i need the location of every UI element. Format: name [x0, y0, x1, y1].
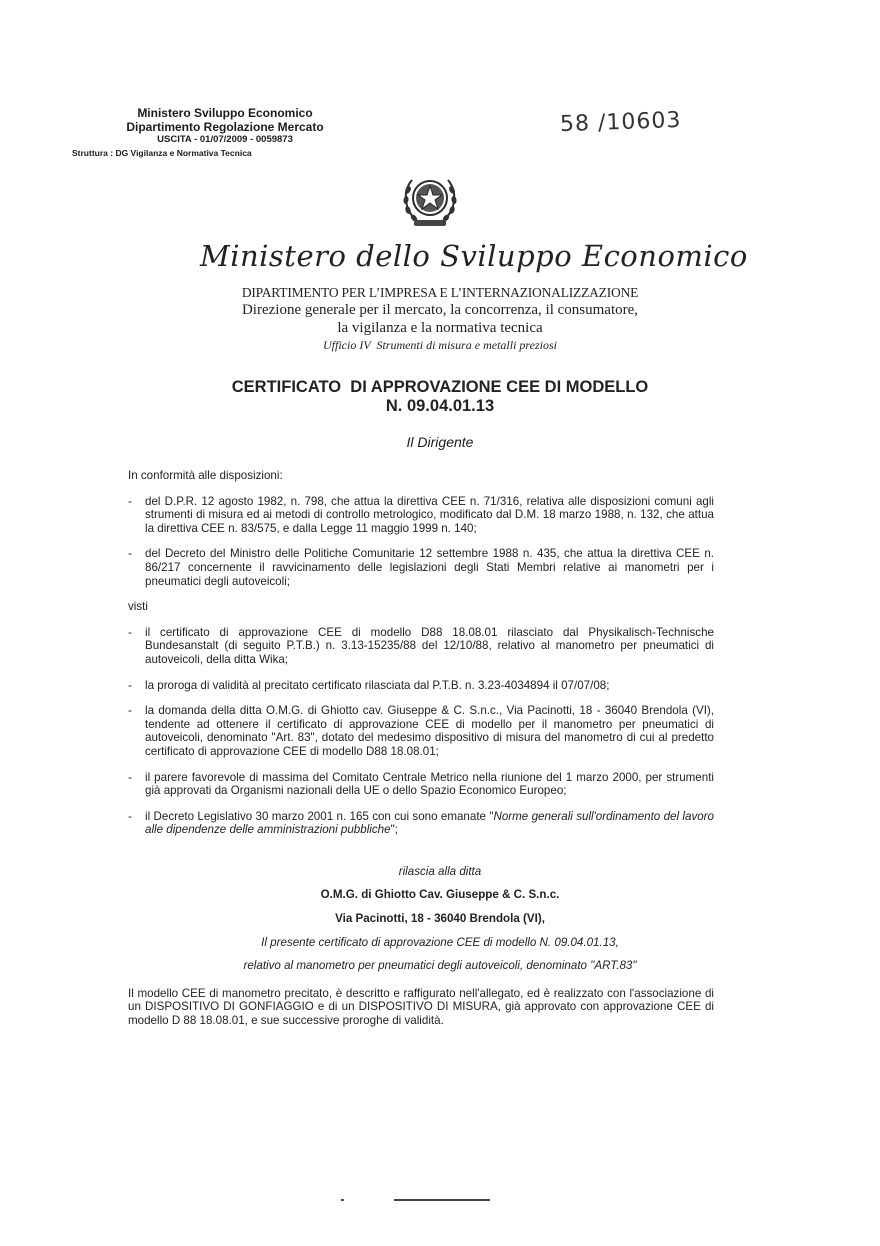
italian-republic-emblem-icon	[398, 170, 462, 232]
decree-title: Norme generali sull'ordinamento del lavoro alle dipendenze delle amministrazioni pubbliche	[145, 809, 714, 837]
conformity-item: - del Decreto del Ministro delle Politiche Comunitarie 12 settembre 1988 n. 435, che attua la direttiva CEE n. 86/217 concernente il ravvicinamento delle legislazioni degli Stati Membri relative ai manometri per i pneumatici degli autoveicoli;	[128, 547, 714, 588]
list-dash: -	[128, 770, 132, 784]
visti-item: - la proroga di validità al precitato certificato rilasciata dal P.T.B. n. 3.23-4034894 il 07/07/08;	[128, 678, 610, 692]
visti-item: - il certificato di approvazione CEE di modello D88 18.08.01 rilasciato dal Physikalisch-Technische Bundesanstalt (di seguito P.T.B.) n. 3.13-15235/88 del 12/10/88, relativo al manometro per pneumatici di autoveicoli, della ditta Wika;	[128, 625, 714, 666]
conformity-label: In conformità alle disposizioni:	[128, 469, 283, 482]
stamp-department: Dipartimento Regolazione Mercato	[126, 120, 324, 134]
visti-item: - la domanda della ditta O.M.G. di Ghiotto cav. Giuseppe & C. S.n.c., Via Pacinotti, 18 - 36040 Brendola (VI), tendente ad ottenere il certificato di approvazione CEE di modello per il manometro per pneumatici di autoveicoli, denominato "Art. 83", dotato del medesimo dispositivo di misura del manometro di cui al predetto certificato di approvazione CEE di modello D88 18.08.01;	[128, 704, 714, 758]
certificate-number: N. 09.04.01.13	[385, 397, 495, 415]
list-dash: -	[128, 678, 132, 692]
stamp-protocol-number: USCITA - 01/07/2009 - 0059873	[157, 134, 293, 145]
certificate-title	[130, 378, 750, 416]
list-dash: -	[128, 625, 132, 639]
stamp-ministry: Ministero Sviluppo Economico	[137, 106, 313, 120]
company-address: Via Pacinotti, 18 - 36040 Brendola (VI),	[335, 912, 545, 926]
certificate-statement: Il presente certificato di approvazione CEE di modello N. 09.04.01.13,	[261, 935, 619, 949]
protocol-stamp	[60, 106, 390, 159]
closing-paragraph: Il modello CEE di manometro precitato, è descritto e raffigurato nell'allegato, ed è realizzato con l'associazione di un DISPOSITIVO DI GONFIAGGIO e di un DISPOSITIVO DI MISURA, già approvato con approvazione CEE di modello D 88 18.08.01, e sue successive proroghe di validità.	[128, 986, 714, 1028]
visti-item: - il parere favorevole di massima del Comitato Centrale Metrico nella riunione del 1 marzo 2000, per strumenti già approvati da Organismi nazionali della UE o dello Spazio Economico Europeo;	[128, 770, 714, 798]
department-name: DIPARTIMENTO PER L’IMPRESA E L’INTERNAZIONALIZZAZIONE	[241, 285, 639, 300]
document-body	[0, 236, 880, 1028]
direction-line-2: la vigilanza e la normativa tecnica	[337, 320, 543, 336]
ministry-letterhead-script: Ministero dello Sviluppo Economico	[200, 239, 748, 273]
certificate-subject: relativo al manometro per pneumatici degli autoveicoli, denominato "ART.83"	[243, 959, 637, 973]
footer-mark	[341, 1199, 344, 1201]
signatory-heading: Il Dirigente	[406, 434, 474, 450]
considerations	[128, 469, 714, 837]
footer-rule	[394, 1199, 490, 1201]
office-name: Ufficio IV Strumenti di misura e metalli preziosi	[323, 338, 557, 352]
list-dash: -	[128, 704, 132, 718]
direction-line-1: Direzione generale per il mercato, la concorrenza, il consumatore,	[241, 302, 639, 318]
conformity-item: - del D.P.R. 12 agosto 1982, n. 798, che attua la direttiva CEE n. 71/316, relativa alle disposizioni comuni agli strumenti di misura ed ai metodi di controllo metrologico, modificato dal D.M. 18 marzo 1988, n. 132, che attua la direttiva CEE n. 83/575, e dalla Legge 11 maggio 1999 n. 140;	[128, 494, 714, 535]
department-block	[160, 285, 720, 353]
visti-label: visti	[128, 600, 148, 614]
stamp-structure: Struttura : DG Vigilanza e Normativa Tecnica	[72, 148, 252, 158]
company-name: O.M.G. di Ghiotto Cav. Giuseppe & C. S.n.c.	[320, 888, 560, 902]
issuance-intro: rilascia alla ditta	[398, 864, 482, 878]
handwritten-reference-number: 58 /10603	[559, 107, 682, 138]
list-dash: -	[128, 547, 132, 561]
list-dash: -	[128, 494, 132, 508]
list-dash: -	[128, 809, 132, 823]
certificate-title-line1: CERTIFICATO DI APPROVAZIONE CEE DI MODELLO	[231, 378, 649, 396]
visti-item-decree: - il Decreto Legislativo 30 marzo 2001 n. 165 con cui sono emanate "Norme generali sull'ordinamento del lavoro alle dipendenze delle amministrazioni pubbliche";	[128, 809, 714, 837]
